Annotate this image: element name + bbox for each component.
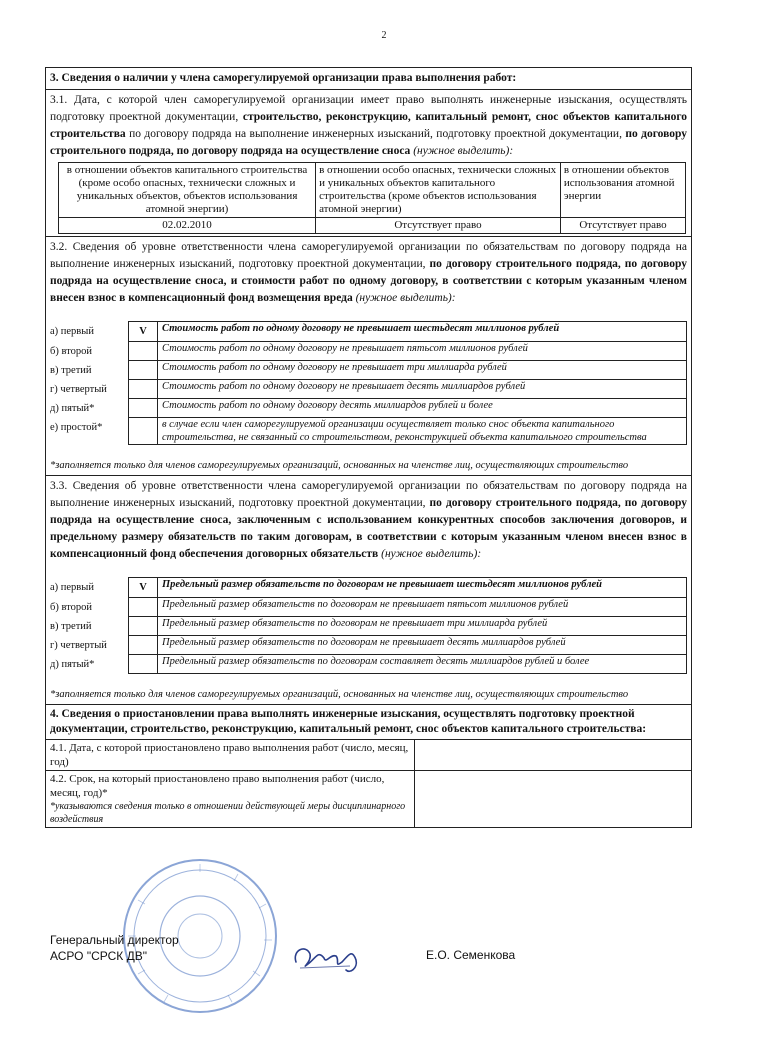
- level-label: в) третий: [50, 620, 92, 632]
- footnote-33: *заполняется только для членов саморегулируемых организаций, основанных на членстве лиц, осуществляющих строительство: [50, 689, 629, 700]
- suspension-term-text: 4.2. Срок, на который приостановлено право выполнения работ (число, месяц, год)*: [50, 773, 385, 799]
- rights-value-row: [59, 218, 686, 234]
- levels-32-row: [50, 399, 687, 418]
- levels-32-row: [50, 322, 687, 342]
- suspension-term-value: [415, 771, 692, 828]
- handwritten-signature: [290, 940, 370, 976]
- level-mark: [129, 636, 158, 655]
- section-4-title: 4. Сведения о приостановлении права выполнять инженерные изыскания, осуществлять подготовку проектной документации, строительство, реконструкцию, капитальный ремонт, снос объектов капитального строительства:: [50, 708, 647, 735]
- levels-33-table: [50, 577, 687, 674]
- level-label: в) третий: [50, 364, 92, 376]
- levels-32-table: [50, 321, 687, 445]
- level-text: Предельный размер обязательств по договорам не превышает шестьдесят миллионов рублей: [158, 578, 687, 598]
- levels-33-row: [50, 655, 687, 674]
- signatory-block: [50, 932, 179, 964]
- level-mark: V: [129, 322, 158, 342]
- level-label: д) пятый*: [50, 658, 95, 670]
- rights-header-1: в отношении объектов капитального строительства (кроме особо опасных, технически сложных и уникальных объектов, объектов использования атомной энергии): [59, 163, 316, 218]
- signatory-org: АСРО "СРСК ДВ": [50, 949, 147, 963]
- level-label: б) второй: [50, 345, 92, 357]
- level-label: д) пятый*: [50, 402, 95, 414]
- s31-text-c: по договору подряда на выполнение инженерных изысканий, подготовку проектной документации,: [129, 128, 622, 140]
- level-mark: [129, 598, 158, 617]
- level-text: Стоимость работ по одному договору десять миллиардов рублей и более: [158, 399, 687, 418]
- levels-32-row: [50, 380, 687, 399]
- suspension-row-2: [46, 771, 691, 828]
- levels-33-row: [50, 578, 687, 598]
- level-mark: [129, 617, 158, 636]
- level-mark: [129, 655, 158, 674]
- s32-text-c: (нужное выделить):: [355, 292, 456, 304]
- level-label: а) первый: [50, 325, 94, 337]
- s33-text-b: по договору строительного подряда, по договору подряда на осуществление сноса, заключенным с использованием конкурентных способов заключения договоров, и предельному размеру обязательств по таким договорам, в соответствии с которым указанным членом внесен взнос в компенсационный фонд обеспечения договорных обязательств: [50, 497, 688, 560]
- section-3-1: [46, 90, 691, 237]
- section-4: [46, 705, 691, 828]
- s33-text-a: 3.3. Сведения об уровне ответственности члена саморегулируемой организации по обязательствам по договору подряда на выполнение инженерных изысканий, подготовку проектной документации,: [50, 480, 687, 509]
- level-text: Предельный размер обязательств по договорам не превышает десять миллиардов рублей: [158, 636, 687, 655]
- suspension-row-1: [46, 740, 691, 771]
- level-mark: [129, 380, 158, 399]
- level-text: Стоимость работ по одному договору не превышает пятьсот миллионов рублей: [158, 342, 687, 361]
- level-mark: [129, 418, 158, 445]
- levels-32-row: [50, 418, 687, 445]
- section-3-3-text: [50, 478, 687, 563]
- level-text: Стоимость работ по одному договору не превышает шестьдесят миллионов рублей: [158, 322, 687, 342]
- s31-text-d: по договору строительного подряда, по договору подряда на осуществление сноса: [50, 128, 687, 157]
- s31-text-b: строительство, реконструкцию, капитальный ремонт, снос объектов капитального строительства: [50, 111, 688, 140]
- rights-value-2: Отсутствует право: [316, 218, 561, 234]
- s32-text-a: 3.2. Сведения об уровне ответственности члена саморегулируемой организации по обязательствам по договору подряда на выполнение инженерных изысканий, подготовку проектной документации,: [50, 241, 687, 270]
- document-form: [45, 67, 692, 828]
- level-text: Предельный размер обязательств по договорам составляет десять миллиардов рублей и более: [158, 655, 687, 674]
- section-3-title: 3. Сведения о наличии у члена саморегулируемой организации права выполнения работ:: [46, 68, 691, 90]
- signatory-position: Генеральный директор: [50, 933, 179, 947]
- level-label: б) второй: [50, 601, 92, 613]
- levels-32-row: [50, 342, 687, 361]
- suspension-note: *указываются сведения только в отношении действующей меры дисциплинарного воздействия: [50, 801, 406, 825]
- level-label: а) первый: [50, 581, 94, 593]
- level-label: г) четвертый: [50, 639, 107, 651]
- level-label: е) простой*: [50, 421, 103, 433]
- level-text: Стоимость работ по одному договору не превышает десять миллиардов рублей: [158, 380, 687, 399]
- rights-value-3: Отсутствует право: [560, 218, 685, 234]
- suspension-date-value: [415, 740, 692, 771]
- level-text: в случае если член саморегулируемой организации осуществляет только снос объекта капитального строительства, не связанный со строительством, реконструкцией объекта капитального строительства: [158, 418, 687, 445]
- rights-table: [58, 162, 686, 234]
- signatory-name: Е.О. Семенкова: [426, 948, 516, 962]
- level-text: Предельный размер обязательств по договорам не превышает пятьсот миллионов рублей: [158, 598, 687, 617]
- levels-32-row: [50, 361, 687, 380]
- level-mark: V: [129, 578, 158, 598]
- page-number: 2: [381, 30, 387, 41]
- rights-header-3: в отношении объектов использования атомной энергии: [560, 163, 685, 218]
- rights-header-2: в отношении особо опасных, технически сложных и уникальных объектов капитального строительства (кроме объектов использования атомной энергии): [316, 163, 561, 218]
- rights-header-row: [59, 163, 686, 218]
- level-text: Стоимость работ по одному договору не превышает три миллиарда рублей: [158, 361, 687, 380]
- level-mark: [129, 342, 158, 361]
- s32-text-b: по договору строительного подряда, по договору подряда на осуществление сноса, и стоимости работ по одному договору, в соответствии с которым указанным членом внесен взнос в компенсационный фонд возмещения вреда: [50, 258, 688, 304]
- footnote-32: *заполняется только для членов саморегулируемых организаций, основанных на членстве лиц, осуществляющих строительство: [50, 460, 629, 471]
- section-3-1-text: [50, 92, 687, 160]
- level-text: Предельный размер обязательств по договорам не превышает три миллиарда рублей: [158, 617, 687, 636]
- s33-text-c: (нужное выделить):: [381, 548, 482, 560]
- level-mark: [129, 361, 158, 380]
- rights-value-1: 02.02.2010: [59, 218, 316, 234]
- section-3-2: [46, 237, 691, 476]
- s31-text-a: 3.1. Дата, с которой член саморегулируемой организации имеет право выполнять инженерные изыскания, осуществлять подготовку проектной документации,: [50, 94, 687, 123]
- level-label: г) четвертый: [50, 383, 107, 395]
- levels-33-row: [50, 636, 687, 655]
- suspension-term-label: [46, 771, 415, 828]
- section-3-2-text: [50, 239, 687, 307]
- levels-33-row: [50, 598, 687, 617]
- suspension-date-label: 4.1. Дата, с которой приостановлено право выполнения работ (число, месяц, год): [46, 740, 415, 771]
- levels-33-row: [50, 617, 687, 636]
- section-3-3: [46, 476, 691, 705]
- suspension-table: [46, 739, 691, 827]
- level-mark: [129, 399, 158, 418]
- s31-text-e: (нужное выделить):: [413, 145, 514, 157]
